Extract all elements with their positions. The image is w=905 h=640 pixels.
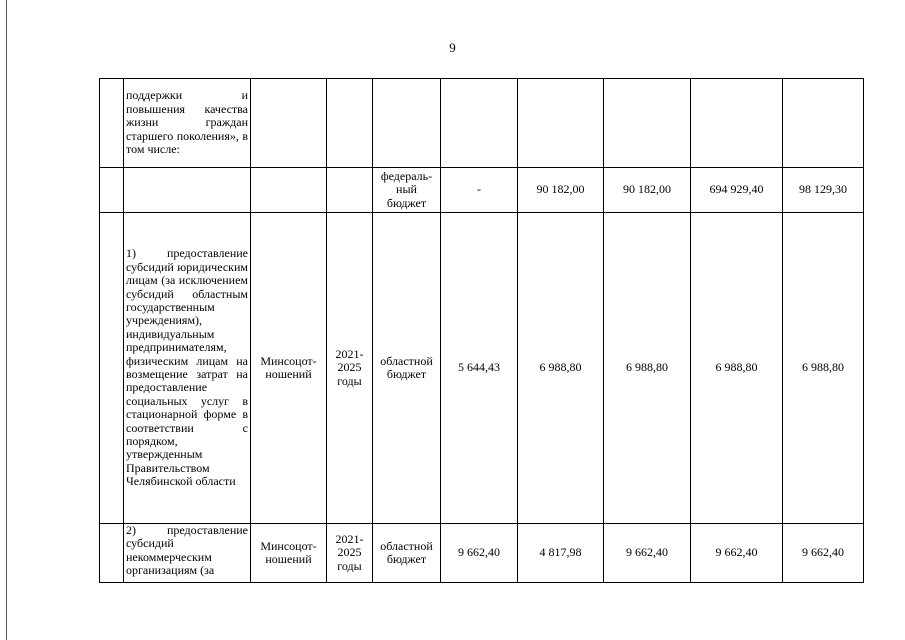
value-cell: 6 988,80	[604, 213, 691, 524]
table-row	[100, 168, 864, 213]
value-cell	[604, 79, 691, 168]
table-row	[100, 79, 864, 168]
row-index-cell	[100, 213, 124, 524]
value-cell: 6 988,80	[691, 213, 783, 524]
description-text: 2) предоставление субсидий некоммерческим организациям (за	[126, 524, 248, 578]
table-row	[100, 524, 864, 583]
value-cell	[783, 79, 864, 168]
row-index-cell	[100, 79, 124, 168]
source-cell: областной бюджет	[373, 213, 441, 524]
value-cell: 6 988,80	[518, 213, 604, 524]
description-cell	[124, 524, 251, 583]
budget-table	[99, 78, 864, 583]
executor-cell	[251, 168, 327, 213]
description-cell: поддержки и повышения качества жизни граждан старшего поколения», в том числе:	[124, 79, 251, 168]
period-cell: 2021-2025 годы	[327, 213, 373, 524]
executor-cell: Минсоцот-ношений	[251, 213, 327, 524]
page-edge-line	[6, 0, 7, 640]
value-cell: 9 662,40	[604, 524, 691, 583]
value-cell: 9 662,40	[691, 524, 783, 583]
value-cell	[441, 79, 518, 168]
executor-cell: Минсоцот-ношений	[251, 524, 327, 583]
value-cell: 694 929,40	[691, 168, 783, 213]
row-index-cell	[100, 168, 124, 213]
value-cell: 90 182,00	[518, 168, 604, 213]
table-row	[100, 213, 864, 524]
source-cell: федераль-ный бюджет	[373, 168, 441, 213]
value-cell: 90 182,00	[604, 168, 691, 213]
value-cell: 6 988,80	[783, 213, 864, 524]
value-cell: 4 817,98	[518, 524, 604, 583]
row-index-cell	[100, 524, 124, 583]
value-cell	[691, 79, 783, 168]
description-cell	[124, 168, 251, 213]
value-cell	[518, 79, 604, 168]
value-cell: 9 662,40	[441, 524, 518, 583]
executor-cell	[251, 79, 327, 168]
source-cell	[373, 79, 441, 168]
description-cell: 1) предоставление субсидий юридическим лицам (за исключением субсидий областным государственным учреждениям), индивидуальным предпринимателям, физическим лицам на возмещение затрат на предоставление социальных услуг в стационарной форме в соответствии с порядком, утвержденным Правительством Челябинской области	[124, 213, 251, 524]
value-cell: 9 662,40	[783, 524, 864, 583]
value-cell: 98 129,30	[783, 168, 864, 213]
value-cell: -	[441, 168, 518, 213]
page-number: 9	[449, 40, 456, 55]
value-cell: 5 644,43	[441, 213, 518, 524]
period-cell	[327, 79, 373, 168]
period-cell	[327, 168, 373, 213]
source-cell: областной бюджет	[373, 524, 441, 583]
period-cell: 2021-2025 годы	[327, 524, 373, 583]
